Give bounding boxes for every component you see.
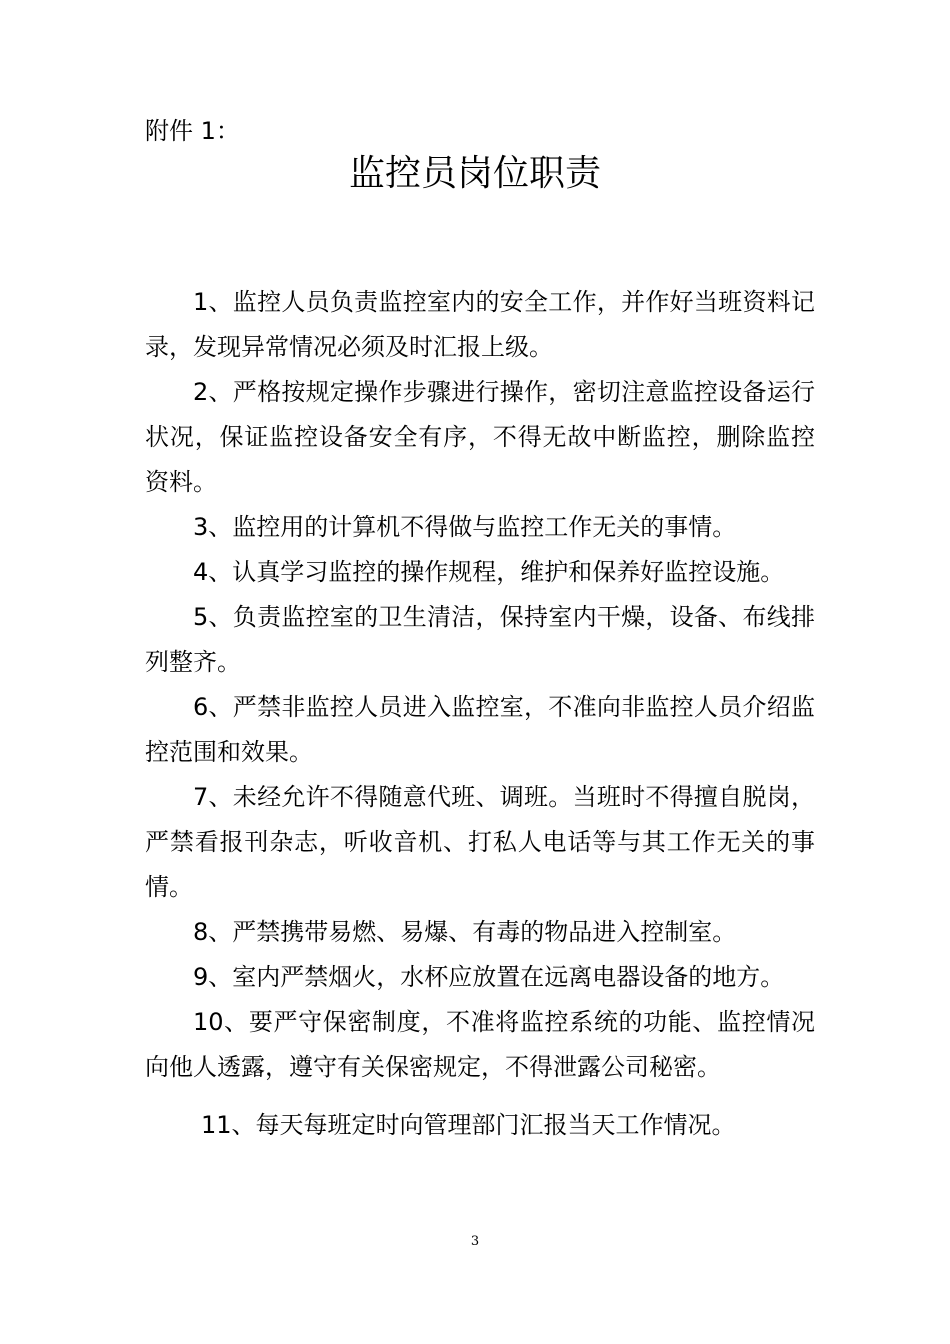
duty-item-9: 9、室内严禁烟火，水杯应放置在远离电器设备的地方。	[193, 963, 785, 991]
duty-item-2: 2、严格按规定操作步骤进行操作，密切注意监控设备运行状况，保证监控设备安全有序，不得无故中断监控，删除监控资料。	[145, 378, 815, 496]
duty-item-6: 6、严禁非监控人员进入监控室，不准向非监控人员介绍监控范围和效果。	[145, 693, 815, 766]
duty-item-10: 10、要严守保密制度，不准将监控系统的功能、监控情况向他人透露，遵守有关保密规定，不得泄露公司秘密。	[145, 1008, 815, 1081]
duty-item-7: 7、未经允许不得随意代班、调班。当班时不得擅自脱岗，严禁看报刊杂志，听收音机、打私人电话等与其工作无关的事情。	[145, 783, 815, 901]
duty-item-1: 1、监控人员负责监控室内的安全工作，并作好当班资料记录，发现异常情况必须及时汇报上级。	[145, 288, 815, 361]
page-number: 3	[470, 1234, 480, 1249]
duty-item-3: 3、监控用的计算机不得做与监控工作无关的事情。	[193, 513, 737, 541]
document-title: 监控员岗位职责	[348, 153, 601, 194]
attachment-label: 附件 1：	[145, 117, 240, 145]
duty-item-4: 4、认真学习监控的操作规程，维护和保养好监控设施。	[193, 558, 785, 586]
duty-item-8: 8、严禁携带易燃、易爆、有毒的物品进入控制室。	[193, 918, 737, 946]
duty-list	[145, 280, 815, 1148]
duty-item-5: 5、负责监控室的卫生清洁，保持室内干燥，设备、布线排列整齐。	[145, 603, 815, 676]
duty-item-11: 11、每天每班定时向管理部门汇报当天工作情况。	[201, 1111, 736, 1139]
